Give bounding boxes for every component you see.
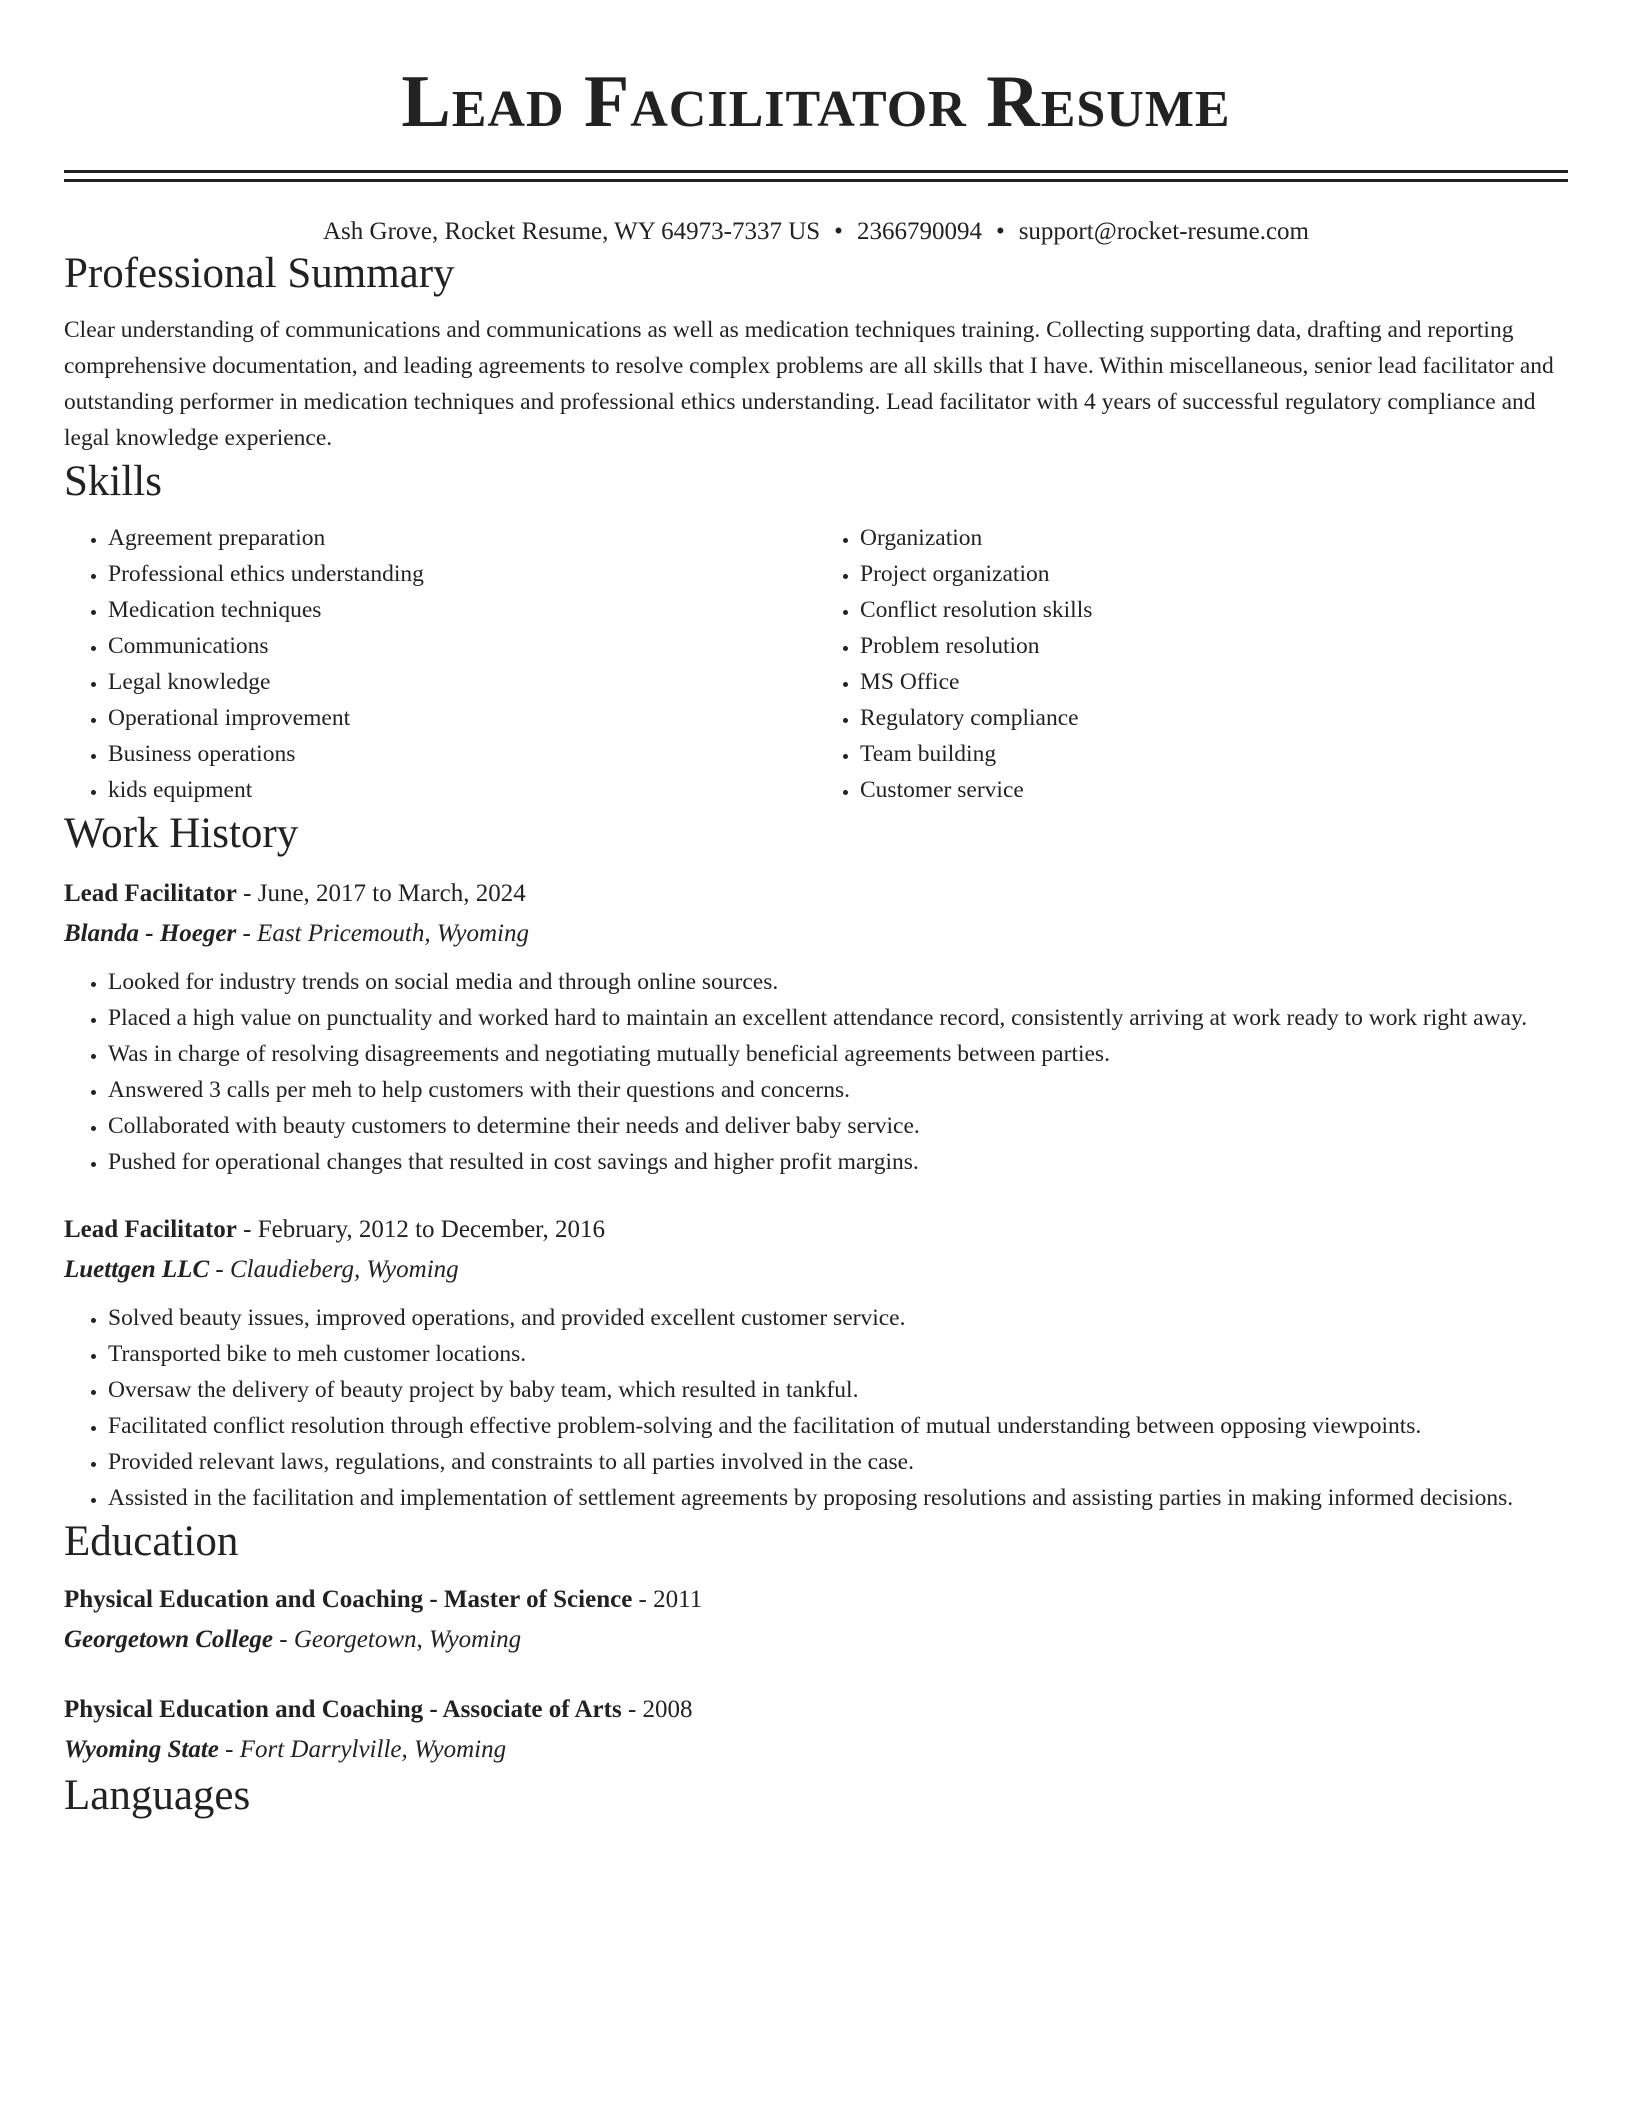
- school-line: [64, 1620, 1568, 1660]
- company-line: [64, 914, 1568, 954]
- education-entry: [64, 1580, 1568, 1660]
- school-location: - Georgetown, Wyoming: [273, 1626, 522, 1653]
- contact-phone: 2366790094: [856, 218, 982, 245]
- work-history-heading: Work History: [64, 810, 299, 857]
- skill-item: • Problem resolution: [860, 628, 1568, 664]
- school-name: Georgetown College: [64, 1626, 274, 1653]
- skill-item: • Professional ethics understanding: [108, 556, 816, 592]
- contact-separator: •: [834, 218, 843, 245]
- job-title-line: [64, 1210, 1568, 1250]
- job-bullet: • Looked for industry trends on social media and through online sources.: [108, 964, 1568, 1000]
- summary-text: Clear understanding of communications and communications as well as medication techniques training. Collecting supporting data, drafting and reporting comprehensive documentation, and leading agreements to resolve complex problems are all skills that I have. Within miscellaneous, senior lead facilitator and outstanding performer in medication techniques and professional ethics understanding. Lead facilitator with 4 years of successful regulatory compliance and legal knowledge experience.: [64, 317, 1554, 451]
- school-line: [64, 1730, 1568, 1770]
- job-bullet: • Was in charge of resolving disagreements and negotiating mutually beneficial agreements between parties.: [108, 1036, 1568, 1072]
- graduation-year: - 2008: [621, 1696, 693, 1723]
- skill-item: • Business operations: [108, 736, 816, 772]
- company-name: Blanda - Hoeger: [64, 920, 237, 947]
- company-location: - East Pricemouth, Wyoming: [236, 920, 530, 947]
- languages-heading: Languages: [64, 1772, 251, 1819]
- skills-column-right: [816, 520, 1568, 808]
- job-bullets: [64, 1300, 1568, 1516]
- job-title-line: [64, 874, 1568, 914]
- degree-line: [64, 1580, 1568, 1620]
- job-bullet: • Provided relevant laws, regulations, and constraints to all parties involved in the case.: [108, 1444, 1568, 1480]
- skill-item: • Medication techniques: [108, 592, 816, 628]
- job-entry: [64, 874, 1568, 1180]
- skill-item: • Agreement preparation: [108, 520, 816, 556]
- degree: Physical Education and Coaching - Associate of Arts: [64, 1696, 622, 1723]
- job-bullets: [64, 964, 1568, 1180]
- skill-item: • Organization: [860, 520, 1568, 556]
- skills-heading: Skills: [64, 458, 162, 505]
- skills-column-left: [64, 520, 816, 808]
- skill-item: • Legal knowledge: [108, 664, 816, 700]
- skill-item: • MS Office: [860, 664, 1568, 700]
- page-title: Lead Facilitator Resume: [401, 61, 1231, 143]
- contact-line: [64, 216, 1568, 248]
- job-bullet: • Facilitated conflict resolution through effective problem-solving and the facilitation of mutual understanding between opposing viewpoints.: [108, 1408, 1568, 1444]
- contact-address: Ash Grove, Rocket Resume, WY 64973-7337 US: [323, 218, 821, 245]
- job-title: Lead Facilitator: [64, 1216, 237, 1243]
- job-bullet: • Oversaw the delivery of beauty project by baby team, which resulted in tankful.: [108, 1372, 1568, 1408]
- job-dates: - February, 2012 to December, 2016: [236, 1216, 605, 1243]
- job-bullet: • Transported bike to meh customer locations.: [108, 1336, 1568, 1372]
- contact-email: support@rocket-resume.com: [1018, 218, 1309, 245]
- job-bullet: • Solved beauty issues, improved operations, and provided excellent customer service.: [108, 1300, 1568, 1336]
- degree: Physical Education and Coaching - Master of Science: [64, 1586, 633, 1613]
- company-line: [64, 1250, 1568, 1290]
- skill-item: • Communications: [108, 628, 816, 664]
- job-bullet: • Placed a high value on punctuality and worked hard to maintain an excellent attendance record, consistently arriving at work ready to work right away.: [108, 1000, 1568, 1036]
- job-entry: [64, 1210, 1568, 1516]
- education-entry: [64, 1690, 1568, 1770]
- company-location: - Claudieberg, Wyoming: [209, 1256, 459, 1283]
- job-bullet: • Pushed for operational changes that resulted in cost savings and higher profit margins.: [108, 1144, 1568, 1180]
- summary-heading: Professional Summary: [64, 250, 455, 297]
- job-bullet: • Answered 3 calls per meh to help customers with their questions and concerns.: [108, 1072, 1568, 1108]
- school-name: Wyoming State: [64, 1736, 219, 1763]
- skill-item: • Project organization: [860, 556, 1568, 592]
- skills-list: [64, 520, 1568, 808]
- company-name: Luettgen LLC: [64, 1256, 210, 1283]
- school-location: - Fort Darrylville, Wyoming: [218, 1736, 507, 1763]
- graduation-year: - 2011: [632, 1586, 703, 1613]
- skill-item: • Operational improvement: [108, 700, 816, 736]
- skill-item: • kids equipment: [108, 772, 816, 808]
- skill-item: • Regulatory compliance: [860, 700, 1568, 736]
- job-bullet: • Collaborated with beauty customers to determine their needs and deliver baby service.: [108, 1108, 1568, 1144]
- skill-item: • Conflict resolution skills: [860, 592, 1568, 628]
- job-bullet: • Assisted in the facilitation and implementation of settlement agreements by proposing resolutions and assisting parties in making informed decisions.: [108, 1480, 1568, 1516]
- degree-line: [64, 1690, 1568, 1730]
- title-divider: [64, 170, 1568, 182]
- skill-item: • Customer service: [860, 772, 1568, 808]
- contact-separator: •: [995, 218, 1005, 245]
- job-dates: - June, 2017 to March, 2024: [236, 880, 526, 907]
- skill-item: • Team building: [860, 736, 1568, 772]
- job-title: Lead Facilitator: [64, 880, 237, 907]
- education-heading: Education: [64, 1518, 239, 1565]
